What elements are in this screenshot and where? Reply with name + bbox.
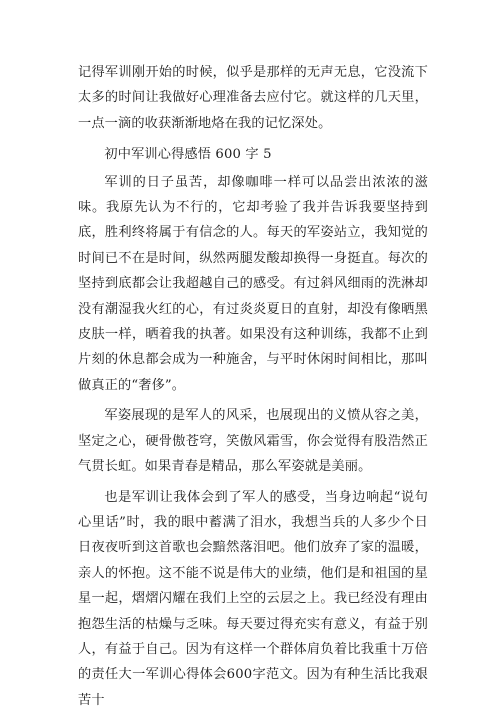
paragraph-3: 也是军训让我体会到了军人的感受，当身边响起“说句心里话”时，我的眼中蓄满了泪水，我想当兵的人多少个日日夜夜听到这首歌也会黯然落泪吧。他们放弃了家的温暖，亲人的怀抱。这不能不说是伟大的业绩，他们是和祖国的星星一起，熠熠闪耀在我们上空的云层之上。我已经没有理由抱怨生活的枯燥与乏味。每天要过得充实有意义，有益于别人，有益于自己。因为有这样一个群体肩负着比我重十万倍的责任大一军训心得体会600字范文。因为有种生活比我艰苦十 <box>78 485 428 713</box>
paragraph-1: 军训的日子虽苦，却像咖啡一样可以品尝出浓浓的滋味。我原先认为不行的，它却考验了我并告诉我要坚持到底，胜利终将属于有信念的人。每天的军姿站立，我知觉的时间已不在是时间，纵然两腿发酸却换得一身挺直。每次的坚持到底都会让我超越自己的感受。有过斜风细雨的洗淋却没有潮湿我火红的心，有过炎炎夏日的直射，却没有像晒黑皮肤一样，晒着我的执著。如果没有这种训练，我都不止到片刻的休息都会成为一种施舍，与平时休闲时间相比，那叫做真正的“奢侈”。 <box>78 170 428 399</box>
paragraph-intro: 记得军训刚开始的时候，似乎是那样的无声无息，它没流下太多的时间让我做好心理准备去应付它。就这样的几天里，一点一滴的收获渐渐地烙在我的记忆深处。 <box>78 60 428 136</box>
document-body <box>78 60 428 713</box>
paragraph-2: 军姿展现的是军人的风采，也展现出的义愤从容之美，坚定之心，硬骨傲苍穹，笑傲风霜雪，你会觉得有股浩然正气贯长虹。如果青春是精品，那么军姿就是美丽。 <box>78 403 428 479</box>
section-title: 初中军训心得感悟 600 字 5 <box>78 142 428 167</box>
